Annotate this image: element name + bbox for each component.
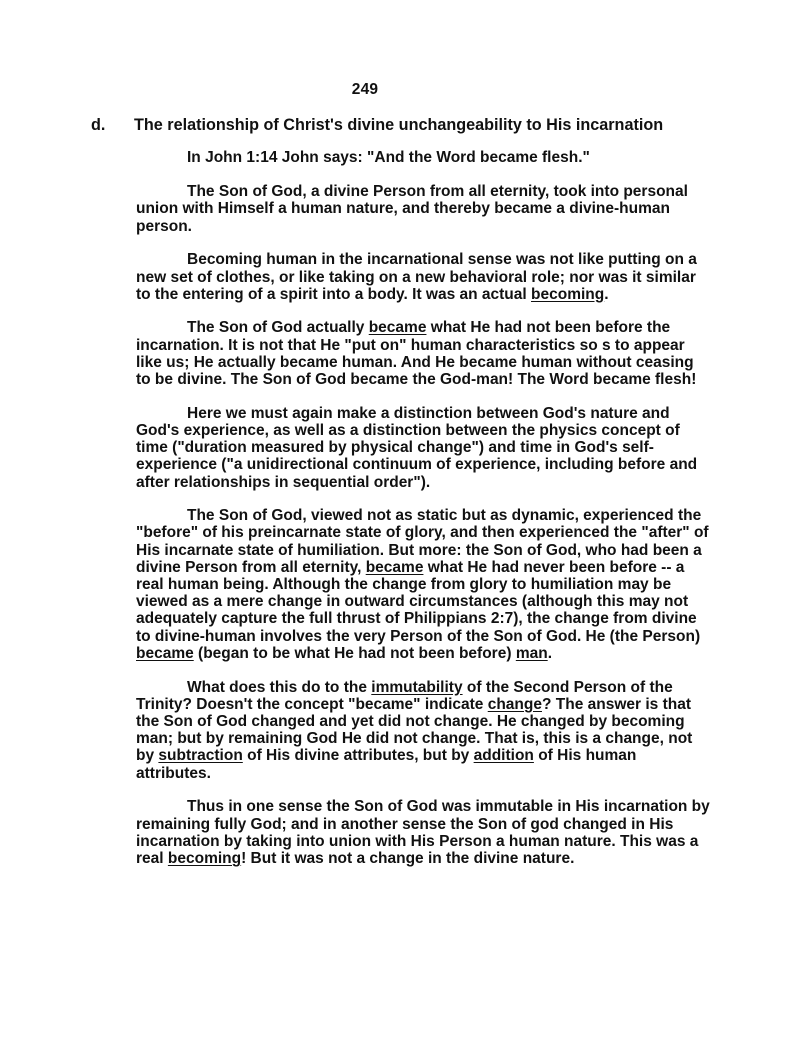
paragraph-actual-becoming [136, 251, 711, 303]
underlined-word: became [365, 558, 424, 576]
paragraph-before-after [136, 507, 711, 662]
text-run: what He had not been before the incarnation. It is not that He "put on" human characteristics so s to appear like us; He actually became human. And He became human without ceasing to be divine. The Son of God became the God-man! The Word became flesh! [136, 319, 697, 389]
text-run: . [547, 644, 552, 662]
underlined-word: immutability [371, 678, 463, 696]
text-run: (began to be what He had not been before) [193, 644, 516, 662]
underlined-word: addition [473, 747, 534, 765]
paragraph-time-distinction [136, 405, 711, 491]
text-run: what He had never been before -- a real human being. Although the change from glory to humiliation may be viewed as a mere change in outward circumstances (although this may not adequately capture the full thrust of Philippians 2:7), the change from divine to divine-human involves the very Person of the Son of God. He (the Person) [136, 558, 701, 645]
text-run: What does this do to the [187, 678, 372, 696]
underlined-word: became [368, 319, 427, 337]
text-run: of His human attributes. [136, 747, 637, 782]
text-run: of His divine attributes, but by [242, 747, 474, 765]
text-run: The Son of God, viewed not as static but as dynamic, experienced the "before" of his preincarnate state of glory, and then experienced the "after" of His incarnate state of humiliation. But more: the Son of God, who had been a divine Person from all eternity, [136, 507, 709, 576]
text-run: of the Second Person of the Trinity? Doesn't the concept "became" indicate [136, 678, 673, 713]
underlined-word: became [136, 644, 194, 662]
paragraph-incarnation-definition [136, 183, 711, 235]
section-heading [91, 116, 731, 135]
text-run: ! But it was not a change in the divine nature. [241, 849, 575, 867]
text-run: Thus in one sense the Son of God was immutable in His incarnation by remaining fully God; and in another sense the Son of god changed in His incarnation by taking into union with His Person a human nature. This was a real [136, 798, 710, 867]
paragraph-conclusion [136, 798, 711, 867]
paragraph-john-quote [136, 149, 711, 166]
text-run: The Son of God, a divine Person from all eternity, took into personal union with Himself a human nature, and thereby became a divine-human person. [136, 183, 688, 235]
text-run: . [604, 285, 609, 303]
section-marker: d. [91, 116, 106, 134]
underlined-word: subtraction [158, 747, 243, 765]
text-run: Here we must again make a distinction between God's nature and God's experience, as well as a distinction between the physics concept of time ("duration measured by physical change") and time in God's self-experience ("a unidirectional continuum of experience, including before and after relationships in sequential order"). [136, 404, 698, 491]
paragraph-immutability-question [136, 679, 711, 782]
underlined-word: change [487, 695, 542, 713]
page-number: 249 [351, 81, 379, 98]
underlined-word: becoming [167, 849, 242, 867]
text-run: The Son of God actually [187, 319, 369, 337]
underlined-word: becoming [531, 285, 605, 303]
text-run: In John 1:14 John says: "And the Word became flesh." [187, 149, 590, 166]
body-text [136, 149, 711, 884]
text-run: Becoming human in the incarnational sense was not like putting on a new set of clothes, or like taking on a new behavioral role; nor was it similar to the entering of a spirit into a body. It was an actual [136, 251, 697, 303]
underlined-word: man [515, 644, 548, 662]
paragraph-became-human [136, 319, 711, 388]
text-run: ? The answer is that the Son of God changed and yet did not change. He changed by becoming man; but by remaining God He did not change. That is, this is a change, not by [136, 695, 693, 765]
section-title: The relationship of Christ's divine unchangeability to His incarnation [134, 116, 664, 134]
